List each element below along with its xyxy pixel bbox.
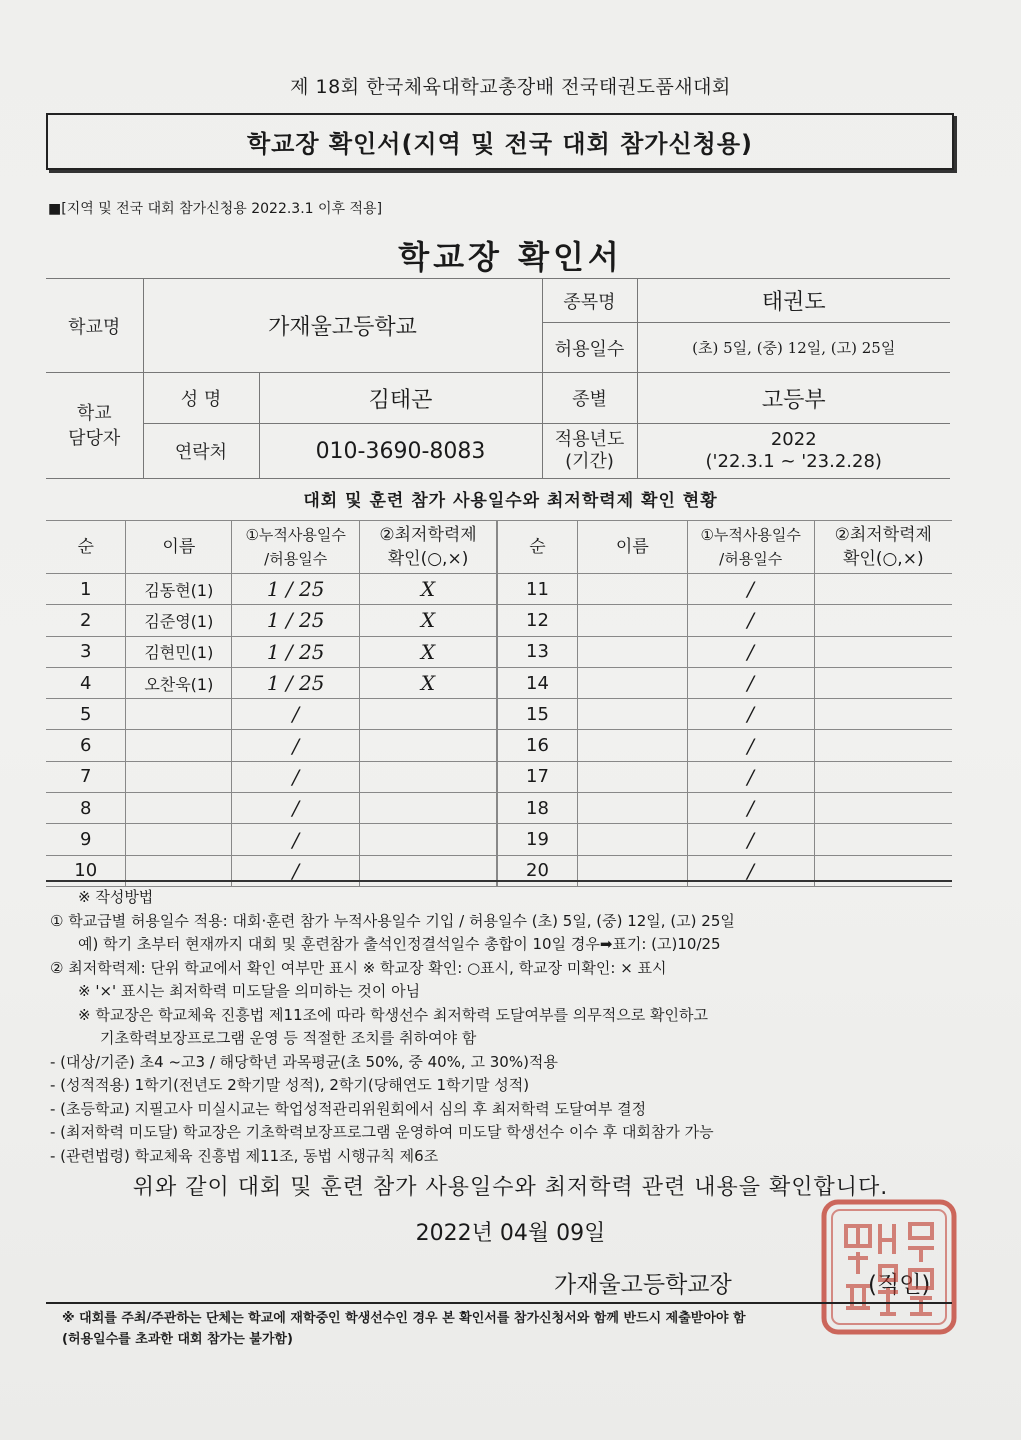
student-name	[126, 730, 232, 761]
row-number: 4	[46, 667, 126, 698]
instruction-line: ② 최저학력제: 단위 학교에서 확인 여부만 표시 ※ 학교장 확인: ○표시, 학교장 미확인: × 표시	[50, 958, 667, 977]
header-academic: ②최저학력제 확인(○,×)	[814, 521, 952, 574]
header-name: 이름	[577, 521, 687, 574]
academic-check	[814, 730, 952, 761]
instruction-line: - (대상/기준) 초4 ~고3 / 해당학년 과목평균(초 50%, 중 40%, 고 30%)적용	[50, 1052, 558, 1071]
name-value: 김태곤	[259, 373, 542, 424]
student-name: 김준영(1)	[126, 605, 232, 636]
table-row	[46, 761, 497, 792]
name-label: 성 명	[143, 373, 259, 424]
row-number: 18	[498, 793, 578, 824]
section-title: 대회 및 훈련 참가 사용일수와 최저학력제 확인 현황	[303, 491, 718, 511]
footer-line: ※ 대회를 주최/주관하는 단체는 학교에 재학중인 학생선수인 경우 본 확인서를 참가신청서와 함께 반드시 제출받아야 함	[62, 1311, 746, 1326]
row-number: 12	[498, 605, 578, 636]
days-used: /	[232, 730, 360, 761]
confirmation-text: 위와 같이 대회 및 훈련 참가 사용일수와 최저학력 관련 내용을 확인합니다.	[132, 1175, 889, 1200]
days-used: /	[232, 699, 360, 730]
days-used: /	[232, 824, 360, 855]
row-number: 14	[498, 667, 578, 698]
row-number: 3	[46, 636, 126, 667]
student-name: 김현민(1)	[126, 636, 232, 667]
student-name	[577, 761, 687, 792]
days-used: 1 / 25	[232, 636, 360, 667]
row-number: 19	[498, 824, 578, 855]
student-name	[126, 699, 232, 730]
header-no: 순	[498, 521, 578, 574]
academic-check	[814, 636, 952, 667]
academic-check: X	[360, 667, 497, 698]
academic-check	[814, 667, 952, 698]
row-number: 2	[46, 605, 126, 636]
academic-check	[814, 824, 952, 855]
row-number: 13	[498, 636, 578, 667]
table-row	[46, 793, 497, 824]
student-name: 오찬욱(1)	[126, 667, 232, 698]
table-row	[498, 667, 953, 698]
academic-check	[814, 605, 952, 636]
participant-table-left	[46, 520, 497, 887]
row-number: 9	[46, 824, 126, 855]
header-days: ①누적사용일수 /허용일수	[232, 521, 360, 574]
table-row	[46, 574, 497, 605]
academic-check: X	[360, 605, 497, 636]
table-row	[46, 730, 497, 761]
writing-instructions	[50, 886, 970, 1168]
row-number: 1	[46, 574, 126, 605]
days-used: /	[687, 855, 814, 886]
instruction-line: - (관련법령) 학교체육 진흥법 제11조, 동법 시행규칙 제6조	[50, 1146, 439, 1165]
box-title: 학교장 확인서(지역 및 전국 대회 참가신청용)	[46, 113, 954, 170]
table-row	[46, 605, 497, 636]
table-row	[498, 574, 953, 605]
principal-signature: 가재울고등학교장	[554, 1272, 732, 1298]
division-value: 고등부	[637, 373, 950, 424]
contact-label: 연락처	[143, 424, 259, 479]
academic-check	[360, 793, 497, 824]
days-used: /	[687, 761, 814, 792]
instruction-line: - (최저학력 미도달) 학교장은 기초학력보장프로그램 운영하여 미도달 학생선수 이수 후 대회참가 가능	[50, 1123, 714, 1141]
row-number: 10	[46, 855, 126, 886]
days-used: 1 / 25	[232, 605, 360, 636]
table-row	[498, 605, 953, 636]
manager-label: 학교 담당자	[46, 373, 143, 479]
subhead: ■[지역 및 전국 대회 참가신청용 2022.3.1 이후 적용]	[48, 201, 383, 217]
issue-date: 2022년 04월 09일	[415, 1221, 606, 1246]
table-row	[46, 824, 497, 855]
header-name: 이름	[126, 521, 232, 574]
table-row	[498, 761, 953, 792]
days-used: /	[232, 855, 360, 886]
period-range: ('22.3.1 ~ '23.2.28)	[705, 451, 882, 472]
division-label: 종별	[542, 373, 637, 424]
row-number: 11	[498, 574, 578, 605]
instruction-line: - (성적적용) 1학기(전년도 2학기말 성적), 2학기(당해연도 1학기말 성적)	[50, 1076, 530, 1094]
days-used: /	[687, 636, 814, 667]
header-academic: ②최저학력제 확인(○,×)	[360, 521, 497, 574]
days-used: /	[687, 793, 814, 824]
instruction-line: 기초학력보장프로그램 운영 등 적절한 조치를 취하여야 함	[100, 1029, 477, 1047]
days-used: /	[687, 605, 814, 636]
info-table	[46, 278, 950, 479]
instruction-line: ※ 작성방법	[78, 888, 154, 906]
instruction-line: - (초등학교) 지필고사 미실시교는 학업성적관리위원회에서 심의 후 최저학력 도달여부 결정	[50, 1099, 647, 1118]
footer-line: (허용일수를 초과한 대회 참가는 불가함)	[62, 1332, 293, 1347]
row-number: 7	[46, 761, 126, 792]
days-used: /	[687, 730, 814, 761]
student-name	[577, 824, 687, 855]
academic-check	[360, 824, 497, 855]
table-row	[46, 699, 497, 730]
school-value: 가재울고등학교	[143, 279, 542, 373]
instruction-line: ① 학교급별 허용일수 적용: 대회·훈련 참가 누적사용일수 기입 / 허용일수 (초) 5일, (중) 12일, (고) 25일	[50, 911, 735, 930]
days-used: /	[687, 574, 814, 605]
instruction-line: 예) 학기 초부터 현재까지 대회 및 훈련참가 출석인정결석일수 총합이 10일 경우➡표기: (고)10/25	[78, 935, 721, 953]
table-row	[498, 636, 953, 667]
table-row	[498, 730, 953, 761]
academic-check	[360, 761, 497, 792]
instruction-line: ※ '×' 표시는 최저학력 미도달을 의미하는 것이 아님	[78, 982, 421, 1000]
days-used: /	[232, 761, 360, 792]
student-name	[577, 574, 687, 605]
row-number: 20	[498, 855, 578, 886]
student-name	[577, 605, 687, 636]
student-name	[577, 730, 687, 761]
days-used: /	[687, 824, 814, 855]
academic-check	[360, 699, 497, 730]
school-label: 학교명	[46, 279, 143, 373]
header-days: ①누적사용일수 /허용일수	[687, 521, 814, 574]
days-used: /	[687, 667, 814, 698]
header-no: 순	[46, 521, 126, 574]
academic-check	[360, 730, 497, 761]
sport-label: 종목명	[542, 279, 637, 323]
days-used: /	[687, 699, 814, 730]
student-name	[577, 699, 687, 730]
student-name	[577, 636, 687, 667]
academic-check: X	[360, 636, 497, 667]
days-used: 1 / 25	[232, 574, 360, 605]
row-number: 5	[46, 699, 126, 730]
student-name	[577, 667, 687, 698]
row-number: 8	[46, 793, 126, 824]
sport-value: 태권도	[637, 279, 950, 323]
table-row	[46, 667, 497, 698]
academic-check	[814, 761, 952, 792]
allowed-value: (초) 5일, (중) 12일, (고) 25일	[637, 323, 950, 373]
period-year: 2022	[770, 429, 817, 450]
row-number: 6	[46, 730, 126, 761]
academic-check	[814, 699, 952, 730]
participant-table-right	[497, 520, 952, 887]
days-used: /	[232, 793, 360, 824]
student-name	[577, 793, 687, 824]
row-number: 17	[498, 761, 578, 792]
academic-check	[814, 574, 952, 605]
row-number: 16	[498, 730, 578, 761]
student-name	[126, 824, 232, 855]
table-bottom-rule	[46, 880, 952, 882]
instruction-line: ※ 학교장은 학교체육 진흥법 제11조에 따라 학생선수 최저학력 도달여부를 의무적으로 확인하고	[78, 1005, 708, 1024]
table-row	[498, 699, 953, 730]
student-name	[126, 761, 232, 792]
student-name: 김동현(1)	[126, 574, 232, 605]
academic-check	[814, 793, 952, 824]
footer-notice	[62, 1308, 952, 1350]
period-label: 적용년도 (기간)	[542, 424, 637, 479]
academic-check: X	[360, 574, 497, 605]
table-row	[498, 824, 953, 855]
allowed-label: 허용일수	[542, 323, 637, 373]
days-used: 1 / 25	[232, 667, 360, 698]
contact-value: 010-3690-8083	[259, 424, 542, 479]
period-value	[637, 424, 950, 479]
table-row	[498, 793, 953, 824]
row-number: 15	[498, 699, 578, 730]
seal-note: (직인)	[868, 1272, 931, 1298]
footer-rule	[46, 1302, 952, 1304]
main-title: 학교장 확인서	[398, 238, 623, 276]
table-row	[46, 636, 497, 667]
event-title: 제 18회 한국체육대학교총장배 전국태권도품새대회	[290, 76, 731, 98]
student-name	[126, 793, 232, 824]
